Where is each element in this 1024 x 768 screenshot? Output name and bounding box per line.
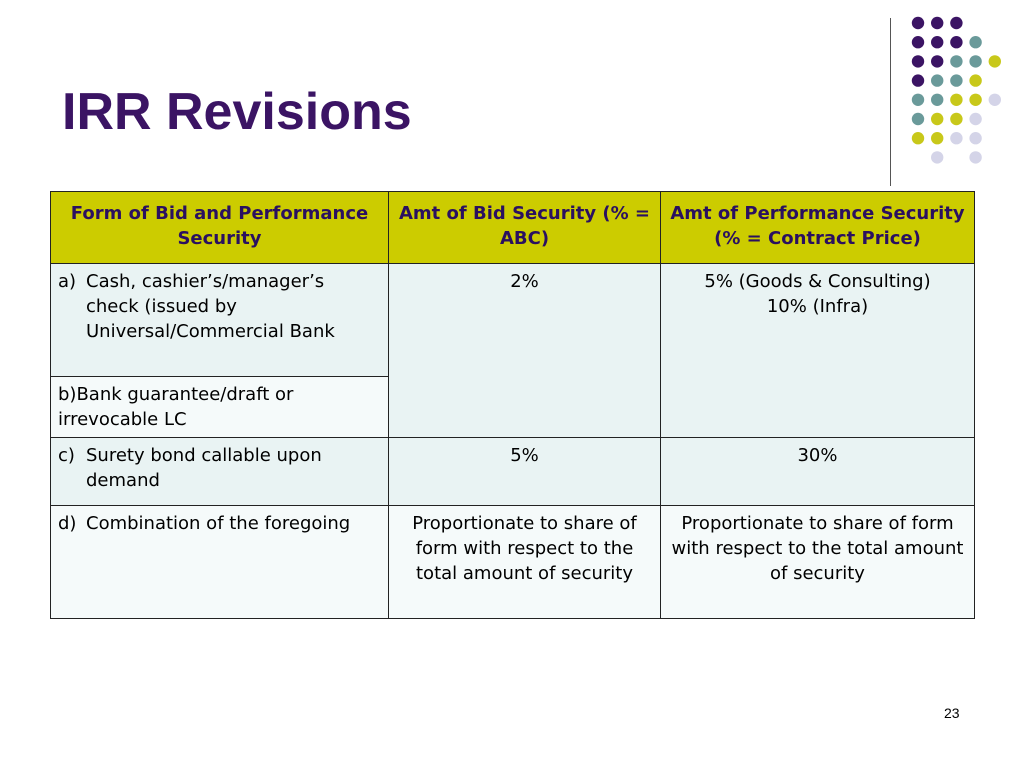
decorative-dot xyxy=(969,151,981,163)
decorative-dot xyxy=(950,94,962,106)
cell-form-surety xyxy=(51,438,389,506)
cell-performance-combination: Proportionate to share of form with respect to the total amount of security xyxy=(661,506,975,619)
item-text: Cash, cashier’s/manager’s check (issued by Universal/Commercial Bank xyxy=(86,271,335,342)
decorative-dot xyxy=(969,113,981,125)
decorative-dot xyxy=(931,74,943,86)
cell-bid-cash-bank: 2% xyxy=(389,264,661,438)
cell-form-bank-guarantee: b)Bank guarantee/draft or irrevocable LC xyxy=(51,377,389,438)
decorative-dot xyxy=(931,17,943,29)
decorative-dot xyxy=(931,55,943,67)
decorative-dot xyxy=(912,113,924,125)
table-row xyxy=(51,264,975,377)
decorative-dot xyxy=(950,113,962,125)
item-text: Surety bond callable upon demand xyxy=(86,445,322,491)
decorative-dot xyxy=(950,132,962,144)
table-header-row xyxy=(51,192,975,264)
header-form-of-security: Form of Bid and Performance Security xyxy=(51,192,389,264)
slide-title: IRR Revisions xyxy=(62,83,412,141)
decorative-dot xyxy=(950,36,962,48)
bid-security-table xyxy=(50,191,975,619)
header-bid-security: Amt of Bid Security (% = ABC) xyxy=(389,192,661,264)
decorative-dot xyxy=(969,55,981,67)
item-text: Combination of the foregoing xyxy=(86,513,351,534)
cell-form-combination xyxy=(51,506,389,619)
decorative-dot xyxy=(912,55,924,67)
decorative-dot xyxy=(931,132,943,144)
decorative-dot xyxy=(912,132,924,144)
decorative-dot xyxy=(931,151,943,163)
decorative-dot xyxy=(931,36,943,48)
performance-infra-line: 10% (Infra) xyxy=(766,296,869,317)
divider-line xyxy=(890,18,891,186)
decorative-dot xyxy=(969,132,981,144)
item-label: a) xyxy=(58,271,77,292)
decorative-dot xyxy=(950,55,962,67)
decorative-dot xyxy=(912,94,924,106)
cell-bid-surety: 5% xyxy=(389,438,661,506)
decorative-dot xyxy=(989,55,1001,67)
decorative-dot xyxy=(950,17,962,29)
header-performance-line-1: Amt of Performance Security xyxy=(670,203,965,224)
decorative-dot xyxy=(912,74,924,86)
decorative-dot xyxy=(912,36,924,48)
cell-performance-surety: 30% xyxy=(661,438,975,506)
decorative-dot xyxy=(950,74,962,86)
header-performance-line-2: (% = Contract Price) xyxy=(714,228,921,249)
table-row xyxy=(51,506,975,619)
cell-bid-combination: Proportionate to share of form with respect to the total amount of security xyxy=(389,506,661,619)
table-row xyxy=(51,438,975,506)
item-label: d) xyxy=(58,513,77,534)
decorative-dot xyxy=(912,17,924,29)
page-number: 23 xyxy=(944,705,960,721)
decorative-dot xyxy=(931,94,943,106)
decorative-dot xyxy=(969,74,981,86)
item-label: c) xyxy=(58,445,75,466)
decorative-dot xyxy=(969,94,981,106)
performance-goods-line: 5% (Goods & Consulting) xyxy=(704,271,931,292)
decorative-dot xyxy=(969,36,981,48)
decorative-dot xyxy=(931,113,943,125)
header-performance-security xyxy=(661,192,975,264)
cell-form-cash xyxy=(51,264,389,377)
cell-performance-cash-bank xyxy=(661,264,975,438)
decorative-dot xyxy=(989,94,1001,106)
